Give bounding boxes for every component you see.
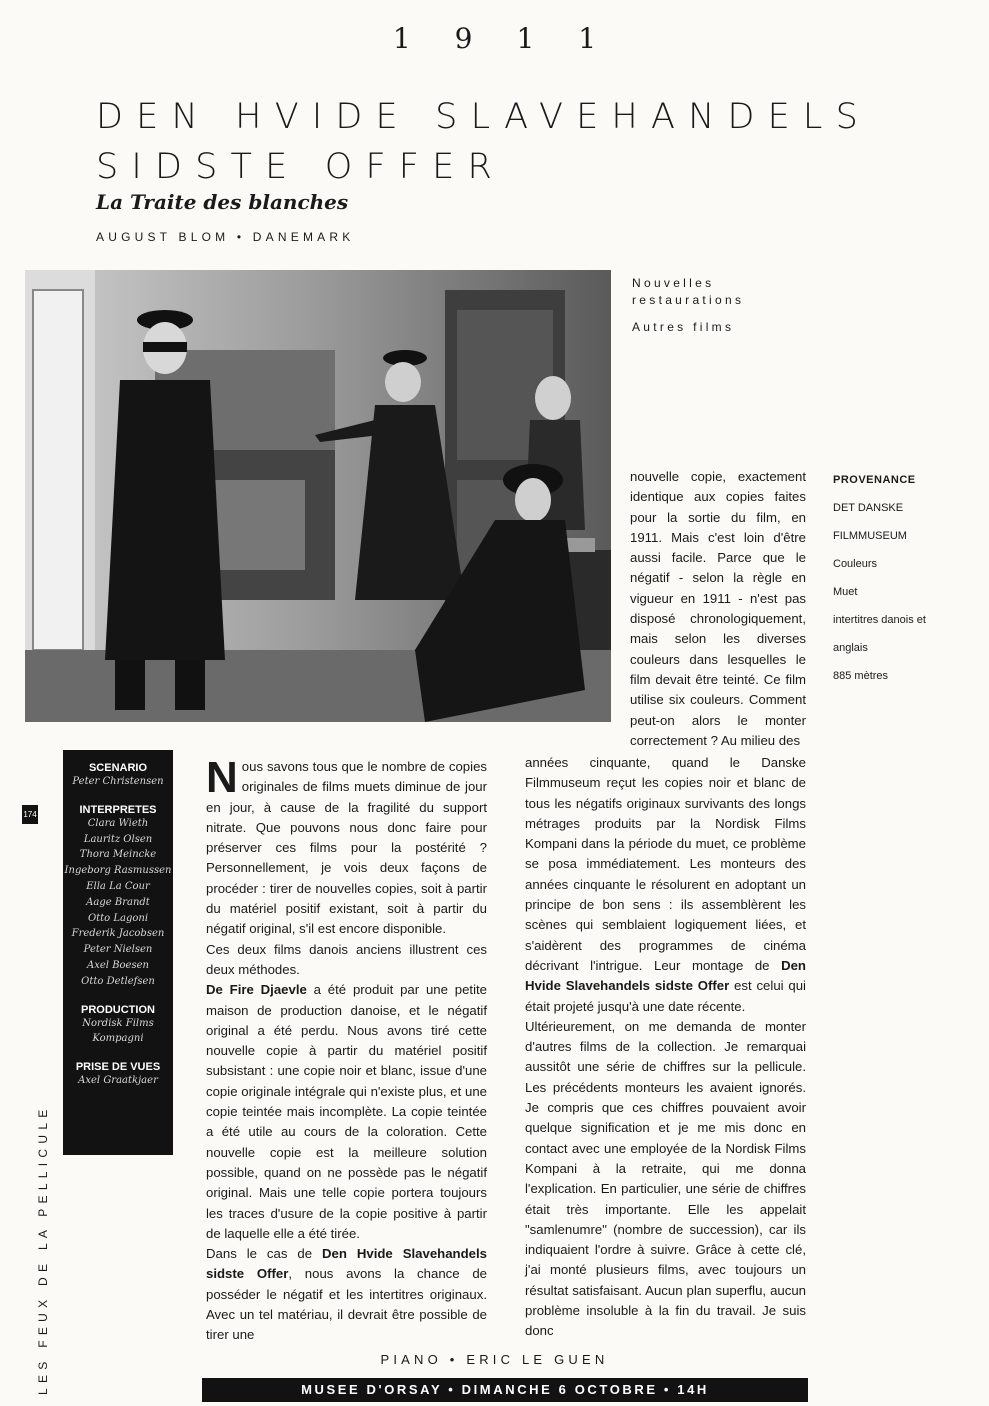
actor-name: Ella La Cour [86,880,150,892]
production-name: Nordisk Films [82,1017,154,1029]
film-title-line2: SIDSTE OFFER [96,147,505,187]
film-title [96,92,871,192]
actor-name: Otto Lagoni [87,912,149,924]
french-title: La Traite des blanches [96,190,349,214]
paragraph: nouvelle copie, exactement identique aux copies faites pour la sortie du film, en 1911. Mais c'est loin d'être aussi facile. Parce que le négatif - selon la règle en vigueur en 1911 - n'est pas disposé chronologiquement, mais selon les diverses couleurs dans lesquelles le film devait être teinté. Ce film utilise six couleurs. Comment peut-on alors le monter correctement ? Au milieu des [630,469,806,748]
provenance-line: Couleurs [833,558,878,570]
drop-cap: N [206,753,238,802]
page-number: 174 [22,805,38,824]
actor-name: Otto Detlefsen [81,975,155,987]
production-name: Kompagni [92,1033,144,1045]
director-country: AUGUST BLOM • DANEMARK [96,230,355,244]
provenance-line: anglais [833,642,868,654]
prise-name: Axel Graatkjaer [78,1075,158,1087]
article-column-1 [206,753,488,1346]
scenario-heading: SCENARIO [88,762,148,774]
actor-name: Lauritz Olsen [83,833,153,845]
interpretes-heading: INTERPRETES [79,803,157,816]
actor-name: Frederik Jacobsen [71,928,165,940]
screening-banner: MUSEE D'ORSAY • DIMANCHE 6 OCTOBRE • 14H [202,1378,808,1402]
film-title-line1: DEN HVIDE SLAVEHANDELS [96,97,872,137]
film-name-bold: Den Hvide Slavehandels sidste Offer [206,1246,487,1282]
paragraph: Ultérieurement, on me demanda de monter d'autres films de la collection. Je remarquai aussitôt une série de chiffres sur la pellicule. Les précédents monteurs les avaient ignorés. Je compris que ces chiffres pouvaient avoir quelque signification et je me mis donc en contact avec une employée de la Nordisk Films Kompani à la retraite, qui me donna l'explication. En particulier, une série de chiffres était très importante. Elle les appelait "samlenumre" (nombre de succession), car ils indiquaient l'ordre à suivre. Grâce à cette clé, j'ai monté plusieurs films, avec toujours un résultat satisfaisant. Aucun plan superflu, aucun problème insoluble à la fin du travail. Je suis donc [525,1018,806,1339]
actor-name: Peter Nielsen [83,944,153,956]
article-column-2 [525,753,806,1342]
actor-name: Thora Meincke [79,849,157,861]
nav-autres-films[interactable]: Autres films [632,320,735,334]
paragraph: années cinquante, quand le Danske Filmmuseum reçut les copies noir et blanc de tous les négatifs originaux survivants des longs métrages produits par la Nordisk Films Kompani dans la période du muet, ce problème se posa immédiatement. Les monteurs des années cinquante le résolurent en adoptant un principe de bon sens : ils assemblèrent les scènes qui semblaient logiquement liées, et s'aidèrent des programmes de cinéma décrivant l'intrigue. Leur montage de Den Hvide Slavehandels sidste Offer est celui qui était projeté jusqu'à une date récente. [525,755,806,1014]
year-heading: 1911 [392,22,641,55]
paragraph: De Fire Djaevle a été produit par une petite maison de production danoise, et le négatif original a été perdu. Nous avons tiré cette nouvelle copie à partir du matériel positif subsistant : une copie noir et blanc, issue d'une copie originale intégrale qui n'existe plus, et une copie teintée mais incomplète. La copie teintée a été utile au cours de la coloration. Cette nouvelle copie est la meilleure solution possible, quand on ne possède pas le négatif original. Mais une telle copie portera toujours les traces d'usure de la copie positive à partir de laquelle elle a été tirée. [206,982,488,1241]
provenance-line: 885 mètres [833,670,889,682]
side-nav [632,275,782,346]
article-column-2-top [630,467,806,751]
provenance-heading: PROVENANCE [833,474,916,486]
film-name-bold: De Fire Djaevle [206,982,307,998]
prise-heading: PRISE DE VUES [75,1061,161,1074]
paragraph: Dans le cas de Den Hvide Slavehandels sidste Offer, nous avons la chance de posséder le négatif et les intertitres originaux. Avec un tel matériau, il devrait être possible de tirer une [206,1246,487,1343]
production-heading: PRODUCTION [81,1003,155,1016]
credits-box [63,750,173,1155]
musician-credit: PIANO • ERIC LE GUEN [380,1352,609,1367]
actor-name: Axel Boesen [87,959,149,971]
nav-nouvelles-restaurations[interactable]: Nouvelles restaurations [632,276,745,307]
provenance-line: FILMMUSEUM [833,530,907,542]
actor-name: Aage Brandt [86,896,150,908]
provenance-line: Muet [833,586,858,598]
provenance-line: intertitres danois et [833,614,926,626]
provenance-line: DET DANSKE [833,502,904,514]
actor-name: Ingeborg Rasmussen [64,865,172,877]
paragraph: Ces deux films danois anciens illustrent ces deux méthodes. [206,941,487,977]
film-still-photo [25,270,611,722]
film-name-bold: Den Hvide Slavehandels sidste Offer [525,957,806,994]
actor-name: Clara Wieth [87,817,149,829]
provenance-block [833,466,963,690]
intro-paragraph: Nous savons tous que le nombre de copies originales de films muets diminue de jour en jour, à cause de la fragilité du support nitrate. Que pouvons nous donc faire pour préserver ces films pour la postérité ? Personnellement, je vois deux façons de procéder : tirer de nouvelles copies, soit à partir du matériel positif existant, soit à partir du négatif original, s'il est encore disponible. [206,753,487,937]
publication-title: LES FEUX DE LA PELLICULE [36,1104,50,1395]
scenario-name: Peter Christensen [72,776,164,787]
